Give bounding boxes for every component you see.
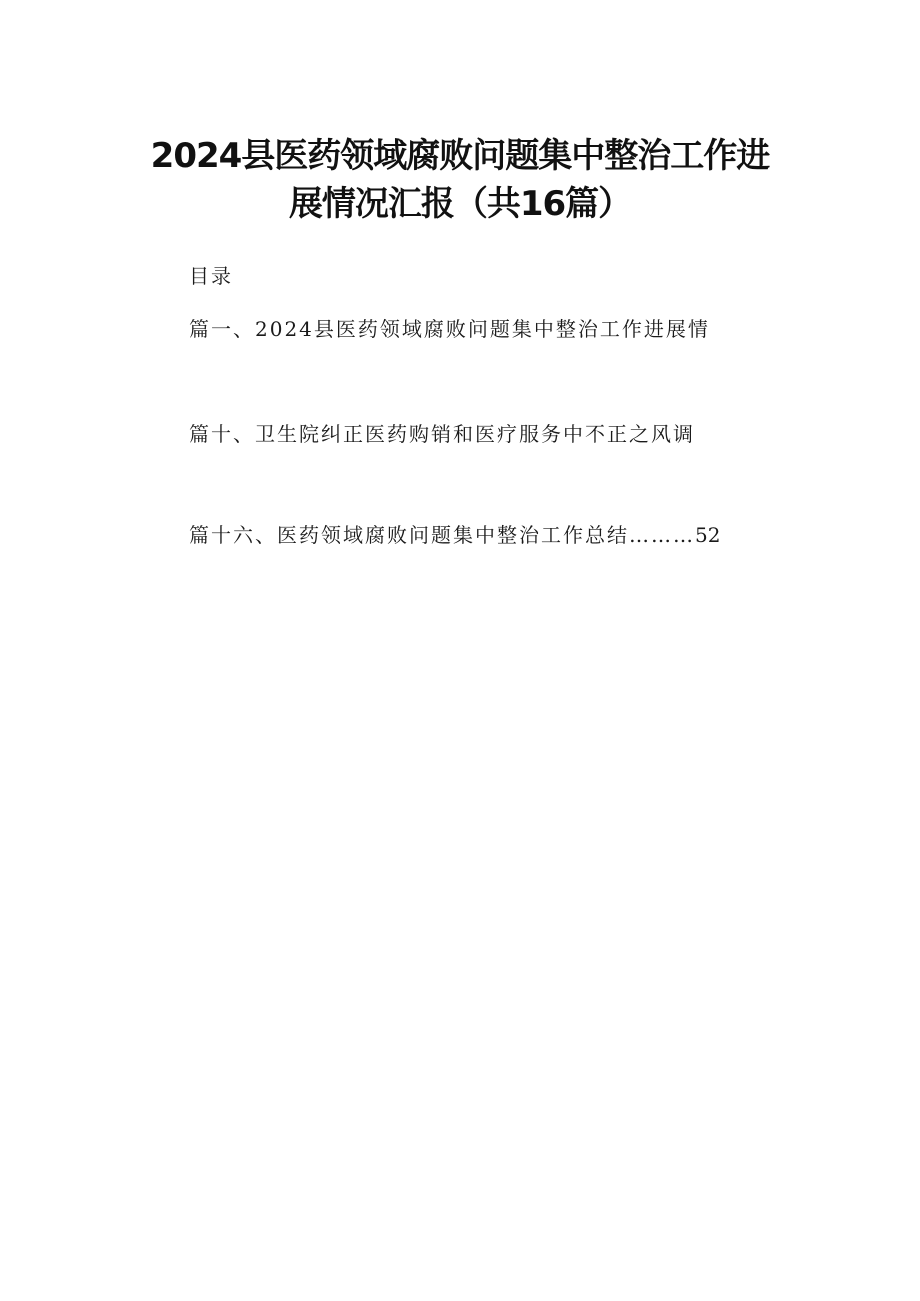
toc-entry-label: 篇十六、医药领域腐败问题集中整治工作总结……… — [189, 523, 695, 547]
toc-entry[interactable] — [189, 420, 695, 448]
title-line-2: 展情况汇报（共16篇） — [288, 184, 632, 224]
title-line-1: 2024县医药领域腐败问题集中整治工作进 — [150, 136, 770, 176]
toc-entry-page: 52 — [695, 523, 721, 547]
toc-entry-label: 篇一、2024县医药领域腐败问题集中整治工作进展情 — [189, 317, 710, 341]
toc-entry[interactable] — [189, 315, 710, 343]
document-title — [100, 132, 820, 228]
toc-entry[interactable] — [189, 521, 720, 549]
toc-heading: 目录 — [189, 264, 233, 288]
toc-entry-label: 篇十、卫生院纠正医药购销和医疗服务中不正之风调 — [189, 422, 695, 446]
